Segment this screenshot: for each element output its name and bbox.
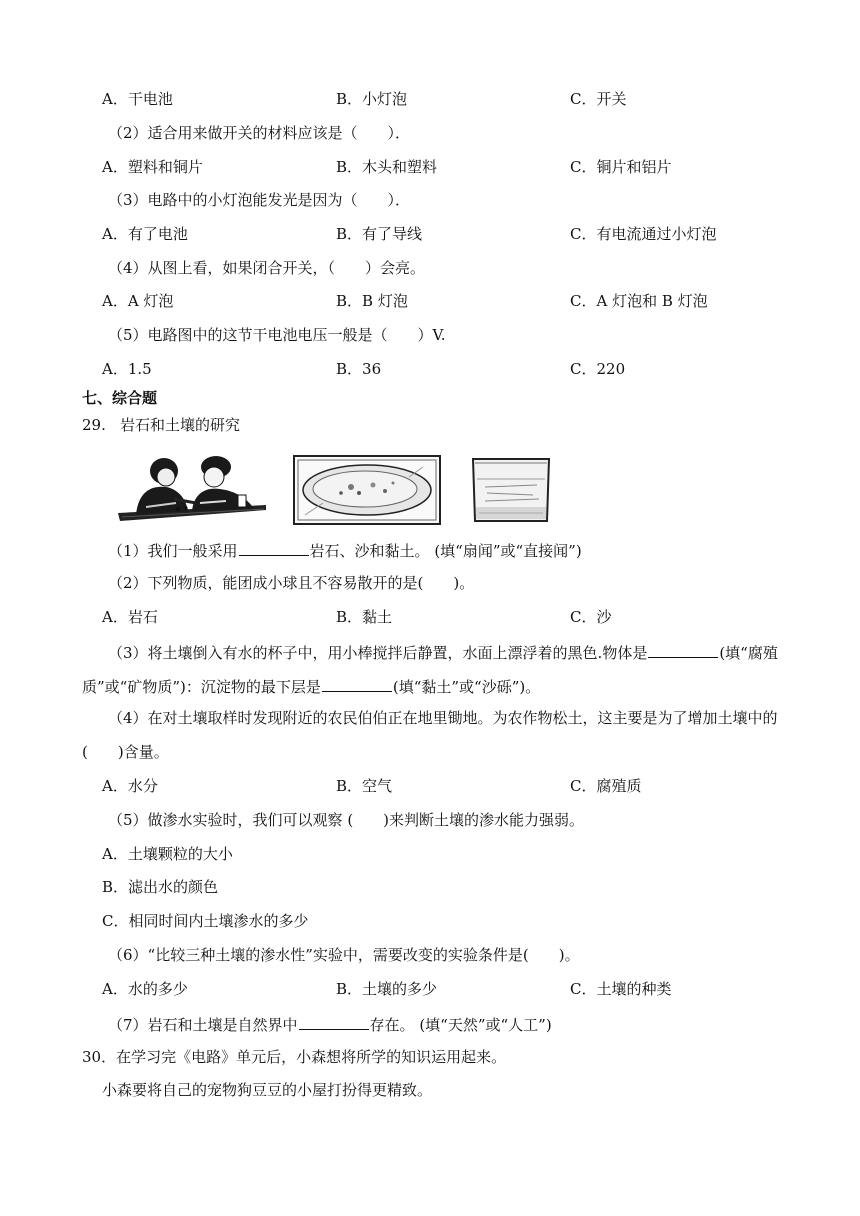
question-title: 岩石和土壤的研究 — [120, 416, 241, 434]
sub-question-2: （2）下列物质，能团成小球且不容易散开的是( )。 — [108, 574, 475, 592]
option-b: B．空气 — [336, 777, 393, 795]
section-heading: 七、综合题 — [82, 389, 158, 407]
option-c: C．沙 — [570, 608, 612, 626]
sub-question-2: （2）适合用来做开关的材料应该是（ ）． — [108, 124, 411, 142]
option-a: A．1.5 — [102, 360, 152, 378]
sub-question-4: （4）从图上看，如果闭合开关，（ ）会亮。 — [108, 259, 426, 277]
students-illustration — [116, 455, 268, 525]
sub-question-7: （7）岩石和土壤是自然界中 存在。 (填“天然”或“人工”) — [108, 1013, 552, 1035]
option-b: B．B 灯泡 — [336, 292, 408, 310]
option-c: C．土壤的种类 — [570, 980, 672, 998]
option-b: B．小灯泡 — [336, 90, 408, 108]
option-c: C．开关 — [570, 90, 627, 108]
sub-question-3: （3）将土壤倒入有水的杯子中，用小棒搅拌后静置，水面上漂浮着的黑色.物体是 (填“腐殖 — [108, 641, 778, 663]
option-a: A．岩石 — [102, 608, 158, 626]
option-a: A．有了电池 — [102, 225, 188, 243]
option-b: B．36 — [336, 360, 382, 378]
answer-blank[interactable] — [239, 539, 309, 556]
sub-question-6: （6）“比较三种土壤的渗水性”实验中，需要改变的实验条件是( )。 — [108, 946, 580, 964]
sub-question-1: （1）我们一般采用 岩石、沙和黏土。 (填“扇闻”或“直接闻”) — [108, 539, 582, 561]
answer-blank[interactable] — [322, 675, 392, 692]
option-b: B．有了导线 — [336, 225, 423, 243]
sub-question-5: （5）电路图中的这节干电池电压一般是（ ）V. — [108, 326, 446, 344]
sub-question-4: （4）在对土壤取样时发现附近的农民伯伯正在地里锄地。为农作物松土，这主要是为了增加土壤中的 — [108, 709, 778, 727]
option-c: C．相同时间内土壤渗水的多少 — [102, 912, 309, 930]
question-30: 30．在学习完《电路》单元后，小森想将所学的知识运用起来。 — [82, 1048, 507, 1066]
option-c: C．铜片和铝片 — [570, 158, 672, 176]
option-c: C．有电流通过小灯泡 — [570, 225, 717, 243]
question-30-context: 小森要将自己的宠物狗豆豆的小屋打扮得更精致。 — [102, 1081, 433, 1099]
option-a: A．干电池 — [102, 90, 173, 108]
answer-blank[interactable] — [299, 1013, 369, 1030]
sub-question-3-continued: 质”或“矿物质”)：沉淀物的最下层是 (填“黏土”或“沙砾”)。 — [82, 675, 540, 697]
sub-question-3: （3）电路中的小灯泡能发光是因为（ ）． — [108, 191, 411, 209]
question-number: 29. — [82, 416, 106, 434]
answer-blank[interactable] — [648, 641, 718, 658]
option-a: A．水分 — [102, 777, 158, 795]
option-b: B．土壤的多少 — [336, 980, 438, 998]
option-b: B．黏土 — [336, 608, 393, 626]
option-a: A．土壤颗粒的大小 — [102, 845, 233, 863]
option-c: C．腐殖质 — [570, 777, 642, 795]
option-a: A．塑料和铜片 — [102, 158, 203, 176]
beaker-illustration — [467, 455, 555, 525]
sub-question-5: （5）做渗水实验时，我们可以观察 ( )来判断土壤的渗水能力强弱。 — [108, 811, 585, 829]
option-b: B．木头和塑料 — [336, 158, 438, 176]
option-c: C．220 — [570, 360, 626, 378]
soil-tray-illustration — [293, 455, 441, 525]
option-c: C．A 灯泡和 B 灯泡 — [570, 292, 708, 310]
option-b: B．滤出水的颜色 — [102, 878, 219, 896]
option-a: A．A 灯泡 — [102, 292, 174, 310]
option-a: A．水的多少 — [102, 980, 188, 998]
sub-question-4-continued: ( )含量。 — [82, 743, 169, 761]
